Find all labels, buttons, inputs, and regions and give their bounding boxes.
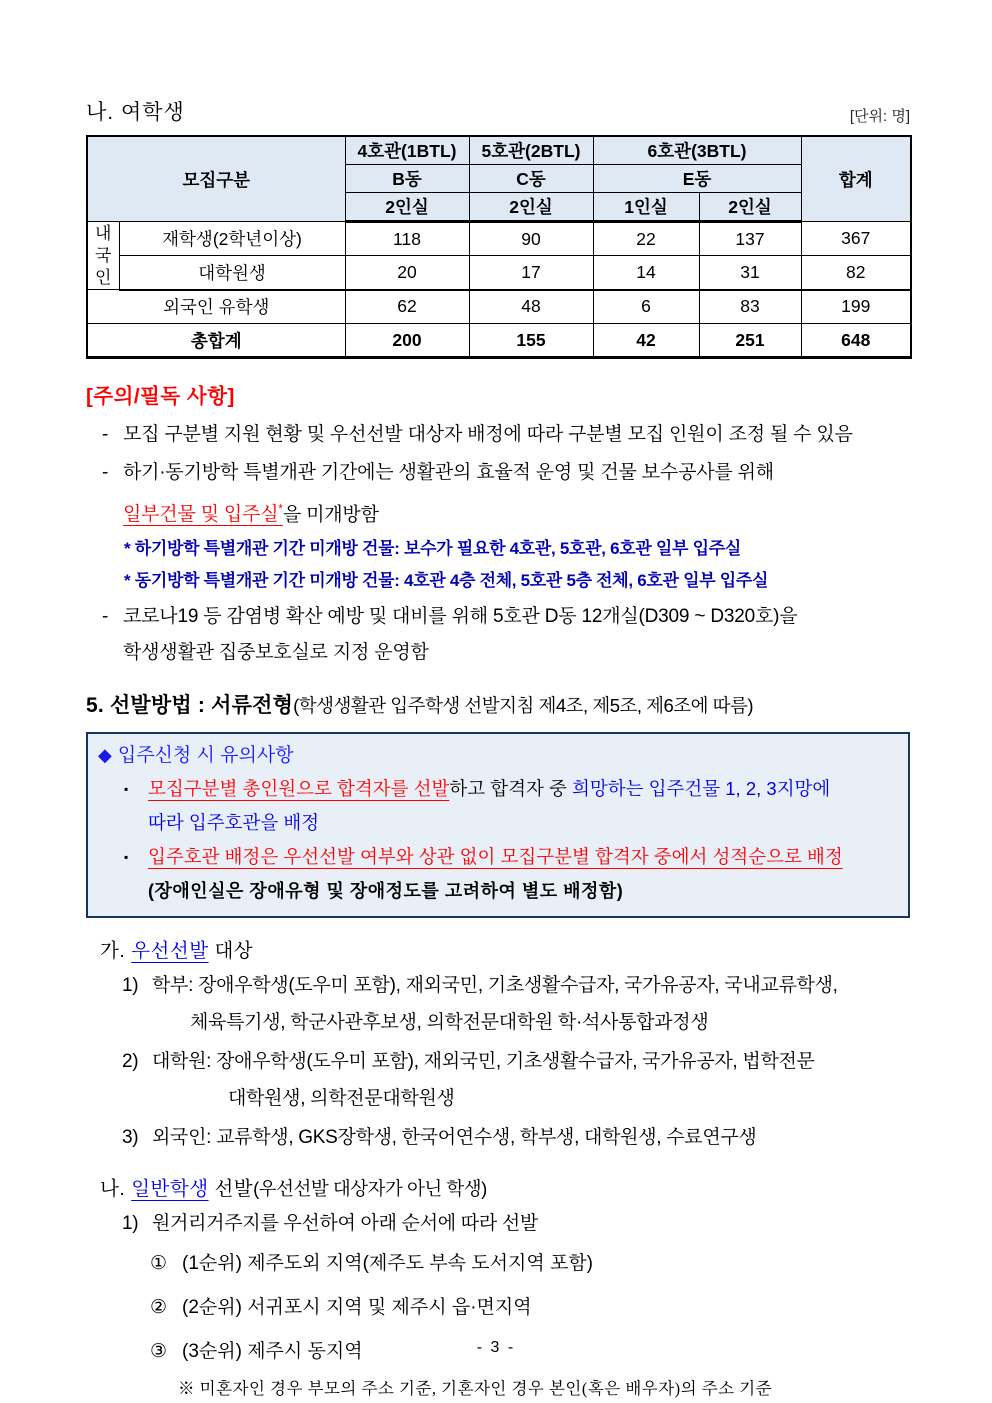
- header-cell-wing-c: C동: [469, 165, 593, 193]
- table-cell: 118: [345, 222, 469, 256]
- general-heading-prefix: 나.: [100, 1178, 132, 1201]
- dash-bullet: -: [102, 462, 109, 483]
- general-item-1: [122, 1205, 910, 1242]
- caution-bullet-2-line1: 하기·동기방학 특별개관 기간에는 생활관의 효율적 운영 및 건물 보수공사를 위해: [123, 462, 774, 483]
- table-cell: 251: [699, 324, 801, 358]
- general-heading-paren: (우선선발 대상자가 아닌 학생): [253, 1178, 487, 1200]
- capacity-table: [86, 135, 912, 359]
- notice-box-item-1-text: [148, 772, 896, 840]
- priority-undergrad-line1: 학부: 장애우학생(도우미 포함), 재외국민, 기초생활수급자, 국가유공자, 국내교류학생,: [152, 975, 838, 997]
- notice-box-item-2-red: 입주호관 배정은 우선선발 여부와 상관 없이 모집구분별 합격자 중에서 성적순으로 배정: [148, 846, 843, 868]
- selection-method-title: 5. 선발방법 : 서류전형: [86, 694, 294, 718]
- caution-bullet-1-text: 모집 구분별 지원 현황 및 우선선발 대상자 배정에 따라 구분별 모집 인원이 조정 될 수 있음: [123, 424, 853, 445]
- highlight-text: 일부건물 및 입주실: [123, 504, 279, 526]
- general-rank-2-text: (2순위) 서귀포시 지역 및 제주시 읍·면지역: [182, 1297, 532, 1319]
- table-cell: 83: [699, 290, 801, 324]
- circled-number-icon: ③: [150, 1341, 168, 1363]
- caution-bullet-2-highlight: [123, 504, 283, 525]
- table-cell: 82: [801, 256, 911, 290]
- item-number: 3): [122, 1127, 139, 1149]
- general-rank-2: [150, 1286, 910, 1330]
- circled-number-icon: ①: [150, 1253, 168, 1275]
- caution-section-title: [주의/필독 사항]: [86, 385, 235, 408]
- caution-bullet-3: [102, 599, 910, 671]
- priority-undergrad-line2: 체육특기생, 학군사관후보생, 의학전문대학원 학·석사통합과정생: [190, 1012, 709, 1034]
- header-cell-room-1: 2인실: [345, 193, 469, 222]
- circled-number-icon: ②: [150, 1297, 168, 1319]
- dash-bullet: -: [102, 424, 109, 445]
- priority-selection-heading: [100, 935, 910, 963]
- header-cell-room-4: 2인실: [699, 193, 801, 222]
- item-number: 1): [122, 975, 139, 997]
- row-label: 재학생(2학년이상): [119, 222, 345, 256]
- table-cell: 137: [699, 222, 801, 256]
- table-cell: 14: [593, 256, 699, 290]
- table-cell: 199: [801, 290, 911, 324]
- general-item-1-text: 원거리거주지를 우선하여 아래 순서에 따라 선발: [152, 1213, 538, 1235]
- priority-grad-line2: 대학원생, 의학전문대학원생: [228, 1088, 455, 1110]
- notice-box-item-2-text: [148, 840, 896, 908]
- table-header-row-buildings: [87, 136, 911, 165]
- table-row-foreign: [87, 290, 911, 324]
- table-cell: 17: [469, 256, 593, 290]
- page-number: - 3 -: [476, 1339, 516, 1356]
- diamond-icon: ◆: [98, 745, 112, 766]
- caution-bullet-3-line1: 코로나19 등 감염병 확산 예방 및 대비를 위해 5호관 D동 12개실(D309 ~ D320호)을: [123, 606, 798, 628]
- notice-box-item-1-red: 모집구분별 총인원으로 합격자를 선발: [148, 778, 450, 800]
- item-number: 1): [122, 1213, 139, 1235]
- square-bullet-icon: ▪: [124, 782, 129, 797]
- caution-bullet-2: [102, 455, 910, 533]
- notice-box-title: 입주신청 시 유의사항: [117, 745, 294, 767]
- priority-item-foreign: [122, 1119, 910, 1156]
- notice-box-item-2-note: (장애인실은 장애유형 및 장애정도를 고려하여 별도 배정함): [148, 881, 624, 902]
- caution-bullet-3-line2: 학생생활관 집중보호실로 지정 운영함: [123, 642, 429, 664]
- unit-label: [단위: 명]: [849, 108, 910, 125]
- group-cell-domestic: 내국인: [87, 222, 119, 290]
- table-cell: 6: [593, 290, 699, 324]
- header-cell-total: 합계: [801, 136, 911, 222]
- priority-item-foreign-text: 외국인: 교류학생, GKS장학생, 한국어연수생, 학부생, 대학원생, 수료연구생: [152, 1127, 757, 1149]
- priority-item-grad-text: [152, 1043, 910, 1117]
- header-cell-room-3: 1인실: [593, 193, 699, 222]
- general-heading-link: 일반학생: [131, 1178, 209, 1201]
- section-header-row: [86, 96, 910, 126]
- footnote-winter: * 동기방학 특별개관 기간 미개방 건물: 4호관 4층 전체, 5호관 5층 전체, 6호관 일부 입주실: [124, 571, 769, 591]
- item-number: 2): [122, 1051, 139, 1073]
- header-cell-wing-e: E동: [593, 165, 801, 193]
- notice-box-item-1: [124, 772, 896, 840]
- priority-item-undergrad-text: [152, 967, 910, 1041]
- row-label: 외국인 유학생: [87, 290, 345, 324]
- table-row-undergrad: [87, 222, 911, 256]
- caution-bullet-3-text: [123, 599, 910, 671]
- header-cell-room-2: 2인실: [469, 193, 593, 222]
- general-rank-1: [150, 1242, 910, 1286]
- selection-method-heading: [86, 689, 910, 719]
- notice-box-item-2: [124, 840, 896, 908]
- address-criteria-note: ※ 미혼자인 경우 부모의 주소 기준, 기혼자인 경우 본인(혹은 배우자)의 주소 기준: [178, 1379, 773, 1399]
- caution-bullet-2-text: [123, 455, 910, 533]
- priority-heading-suffix: 대상: [208, 940, 254, 963]
- priority-item-undergrad: [122, 967, 910, 1041]
- section-title: 나. 여학생: [86, 101, 185, 124]
- application-notice-box: [86, 732, 910, 918]
- header-cell-building-4: 4호관(1BTL): [345, 136, 469, 165]
- notice-box-item-1-black: 하고 합격자 중: [449, 778, 573, 800]
- table-cell: 367: [801, 222, 911, 256]
- general-rank-1-text: (1순위) 제주도외 지역(제주도 부속 도서지역 포함): [182, 1253, 593, 1275]
- table-cell: 62: [345, 290, 469, 324]
- priority-item-grad: [122, 1043, 910, 1117]
- row-label: 대학원생: [119, 256, 345, 290]
- header-cell-category: 모집구분: [87, 136, 345, 222]
- general-heading-mid: 선발: [208, 1178, 254, 1201]
- dash-bullet: -: [102, 606, 109, 628]
- general-rank-3-text: (3순위) 제주시 동지역: [182, 1341, 363, 1363]
- notice-box-item-1-blue: 희망하는 입주건물 1, 2, 3지망에: [572, 778, 831, 800]
- notice-box-title-row: [98, 739, 896, 772]
- caution-bullet-2-tail: 을 미개방함: [282, 504, 379, 526]
- general-selection-heading: [100, 1173, 910, 1201]
- row-label: 총합계: [87, 324, 345, 358]
- square-bullet-icon: ▪: [124, 850, 129, 865]
- table-cell: 155: [469, 324, 593, 358]
- priority-heading-link: 우선선발: [131, 940, 209, 963]
- table-cell: 22: [593, 222, 699, 256]
- footnote-asterisk: *: [278, 502, 283, 516]
- priority-heading-prefix: 가.: [100, 940, 132, 963]
- table-row-grad: [87, 256, 911, 290]
- header-cell-building-5: 5호관(2BTL): [469, 136, 593, 165]
- table-cell: 90: [469, 222, 593, 256]
- priority-grad-line1: 대학원: 장애우학생(도우미 포함), 재외국민, 기초생활수급자, 국가유공자, 법학전문: [152, 1051, 815, 1073]
- table-cell: 20: [345, 256, 469, 290]
- table-row-total: [87, 324, 911, 358]
- header-cell-building-6: 6호관(3BTL): [593, 136, 801, 165]
- footnote-summer: * 하기방학 특별개관 기간 미개방 건물: 보수가 필요한 4호관, 5호관, 6호관 일부 입주실: [124, 539, 741, 559]
- table-cell: 42: [593, 324, 699, 358]
- selection-method-paren: (학생생활관 입주학생 선발지침 제4조, 제5조, 제6조에 따름): [293, 695, 754, 717]
- table-cell: 648: [801, 324, 911, 358]
- table-cell: 48: [469, 290, 593, 324]
- caution-bullet-1: [102, 417, 910, 453]
- table-cell: 31: [699, 256, 801, 290]
- header-cell-wing-b: B동: [345, 165, 469, 193]
- table-cell: 200: [345, 324, 469, 358]
- notice-box-item-1-blue2: 따라 입주호관을 배정: [148, 812, 320, 834]
